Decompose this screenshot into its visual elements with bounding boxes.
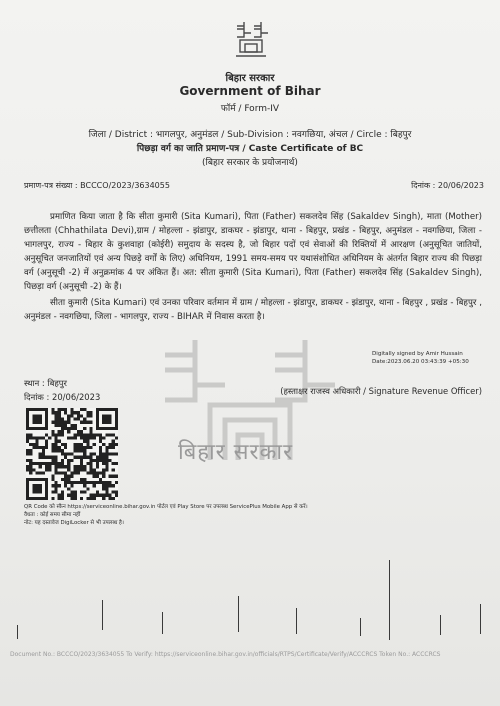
government-title: Government of Bihar: [179, 84, 321, 98]
bihar-emblem-icon: [232, 18, 270, 62]
qr-code[interactable]: [26, 408, 118, 500]
digital-signature-signer: Digitally signed by Amir Hussain: [372, 351, 463, 357]
certification-paragraph: प्रमाणित किया जाता है कि सीता कुमारी (Sita Kumari), पिता (Father) सकलदेव सिंह (Sakaldev Singh), माता (Mother) छत्तीलता (Chhathilata Devi),ग्राम / मोहल्ला - झंडापुर, डाकघर - झंडापुर, थाना - बिहपुर, प्रखंड - बिहपुर, अनुमंडल - नवगछिया, जिला - भागलपुर, राज्य - बिहार के कुशवाहा (कोईरी) समुदाय के सदस्य है, जो बिहार पदों एवं सेवाओं की रिक्तियों में आरक्षण (अनुसूचित जातियों, अनुसूचित जनजातियों एवं अन्य पिछड़े वर्गों के लिए) अधिनियम, 1991 समय-समय पर यथासंशोधित अधिनियम के अंतर्गत बिहार राज्य की पिछड़ा वर्ग (अनुसूची -2) में अनुक्रमांक 4 पर अंकित हैं। अत: सीता कुमारी (Sita Kumari), पिता (Father) सकलदेव सिंह (Sakaldev Singh), पिछड़ा वर्ग (अनुसूची -2) के हैं।: [24, 212, 482, 292]
scan-streak: [238, 596, 239, 632]
scan-streak: [480, 604, 481, 634]
issue-place: स्थान : बिहपुर: [24, 378, 67, 388]
residence-paragraph: सीता कुमारी (Sita Kumari) एवं उनका परिवार वर्तमान में ग्राम / मोहल्ला - झंडापुर, डाकघर - झंडापुर, थाना - बिहपुर , प्रखंड - बिहपुर , अनुमंडल - नवगछिया, जिला - भागलपुर, राज्य - BIHAR में निवास करता है।: [24, 298, 482, 322]
officer-signature-label: (हस्ताक्षर राजस्व अधिकारी / Signature Revenue Officer): [280, 386, 482, 396]
scan-streak: [389, 560, 390, 640]
scan-streak: [360, 618, 361, 636]
state-name-hindi: बिहार सरकार: [225, 73, 275, 84]
scan-streak: [102, 600, 103, 630]
certificate-number: प्रमाण-पत्र संख्या : BCCCO/2023/3634055: [24, 181, 170, 190]
validity-note: वैधता : कोई समय सीमा नहीं: [24, 512, 81, 518]
certificate-title: पिछड़ा वर्ग का जाति प्रमाण-पत्र / Caste Certificate of BC: [136, 144, 364, 154]
scan-streak: [296, 608, 297, 634]
scan-streak: [440, 615, 441, 635]
digilocker-note: नोट: यह दस्तावेज DigiLocker से भी उपलब्ध है।: [24, 520, 124, 526]
qr-instructions: [24, 503, 444, 527]
digital-signature-date: Date:2023.06.20 03:43:39 +05:30: [372, 359, 469, 365]
certificate-date: दिनांक : 20/06/2023: [411, 181, 484, 190]
watermark-text: बिहार सरकार: [178, 440, 294, 465]
scan-streak: [17, 625, 18, 639]
issue-date: दिनांक : 20/06/2023: [24, 392, 101, 402]
location-line: जिला / District : भागलपुर, अनुमंडल / Sub-Division : नवगछिया, अंचल / Circle : बिहपुर: [88, 130, 412, 140]
certificate-purpose: (बिहार सरकार के प्रयोजनार्थ): [202, 158, 298, 168]
digital-signature: [372, 350, 469, 366]
scan-streak: [162, 612, 163, 634]
form-label: फॉर्म / Form-IV: [220, 104, 280, 114]
verification-footer: Document No.: BCCCO/2023/3634055 To Verify: https://serviceonline.bihar.gov.in/officials/RTPS/Certificate/Verify/ACCCRCS Token No.: ACCCRCS: [10, 651, 441, 658]
qr-scan-note: QR Code को स्कैन https://serviceonline.bihar.gov.in पोर्टल एवं Play Store पर उपलब्ध ServicePlus Mobile App से करें।: [24, 504, 308, 510]
